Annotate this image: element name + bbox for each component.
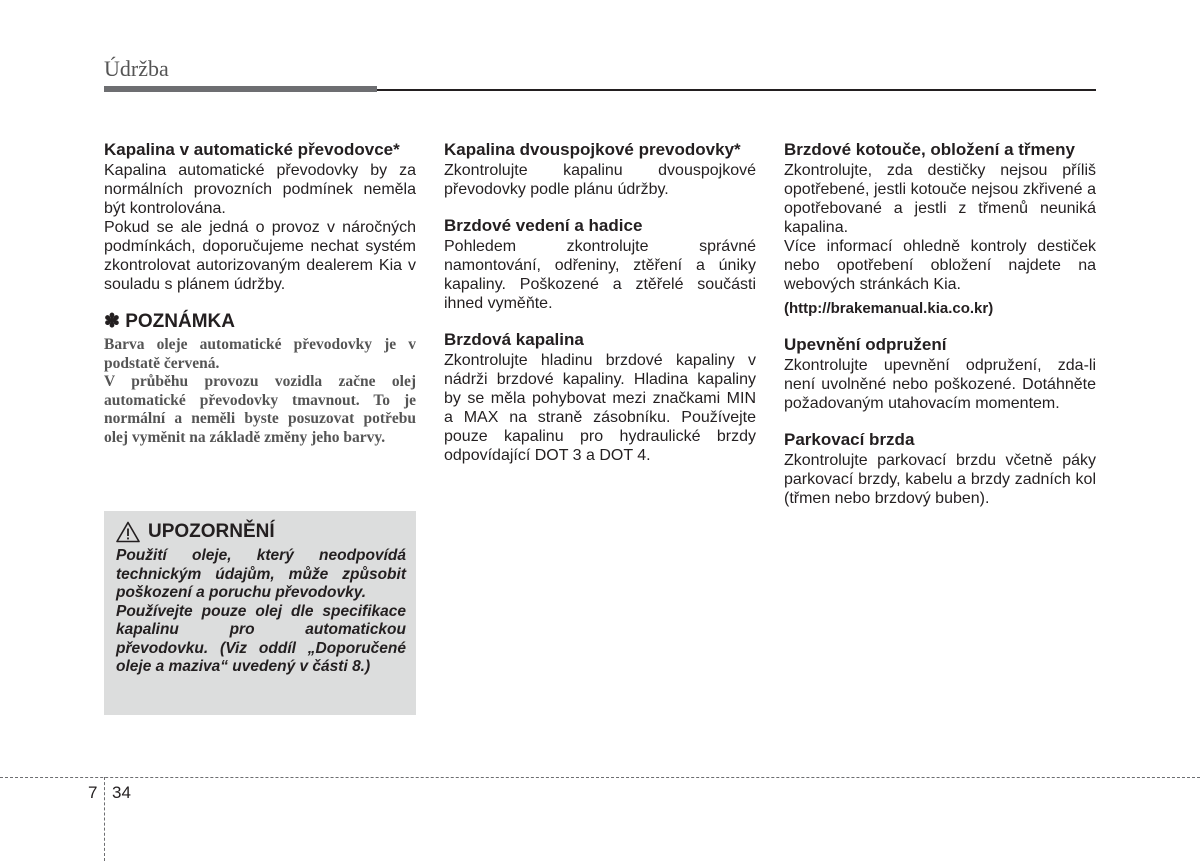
section-title-suspension: Upevnění odpružení (784, 335, 947, 354)
footer-dashed-rule (0, 777, 1200, 778)
warning-box (104, 511, 416, 715)
header-rule-thick (104, 86, 377, 92)
brake-manual-url: (http://brakemanual.kia.co.kr) (784, 300, 994, 317)
page-header-title: Údržba (104, 56, 169, 81)
section-text: Zkontrolujte kapalinu dvouspojkové převodovky podle plánu údržby. (444, 162, 756, 198)
section-text: Pohledem zkontrolujte správné namontování, odřeniny, ztěření a úniky kapaliny. Poškozené a ztěřelé součásti ihned vyměňte. (444, 238, 756, 312)
section-text: Více informací ohledně kontroly destiček nebo opotřebení obložení najdete na webových stránkách Kia. (784, 238, 1096, 293)
warning-text: Použití oleje, který neodpovídá technickým údajům, může způsobit poškození a poruchu převodovky. (116, 547, 406, 601)
section-title-brake-lines: Brzdové vedení a hadice (444, 216, 643, 235)
footer-dashed-divider (104, 777, 105, 861)
section-title-atf: Kapalina v automatické převodovce* (104, 140, 400, 159)
section-text: Kapalina automatické převodovky by za normálních provozních podmínek neměla být kontrolována. (104, 162, 416, 217)
page-number: 34 (112, 783, 131, 802)
note-title: ✽ POZNÁMKA (104, 311, 235, 332)
warning-text: Používejte pouze olej dle specifikace kapalinu pro automatickou převodovku. (Viz oddíl „Doporučené oleje a maziva“ uvedený v části 8.) (116, 602, 406, 675)
section-text: Zkontrolujte hladinu brzdové kapaliny v nádrži brzdové kapaliny. Hladina kapaliny by se měla pohybovat mezi značkami MIN a MAX na straně zásobníku. Používejte pouze kapalinu pro hydraulické brzdy odpovídající DOT 3 a DOT 4. (444, 352, 756, 464)
chapter-number: 7 (88, 783, 98, 802)
section-title-brake-fluid: Brzdová kapalina (444, 330, 584, 349)
section-title-brake-discs: Brzdové kotouče, obložení a třmeny (784, 140, 1075, 159)
section-title-dct: Kapalina dvouspojkové prevodovky* (444, 140, 741, 159)
column-1 (104, 140, 416, 447)
section-text: Zkontrolujte upevnění odpružení, zda-li není uvolněné nebo poškozené. Dotáhněte požadovaným utahovacím momentem. (784, 357, 1096, 412)
section-text: Zkontrolujte parkovací brzdu včetně páky parkovací brzdy, kabelu a brzdy zadních kol (třmen nebo brzdový buben). (784, 452, 1096, 507)
column-3 (784, 140, 1096, 508)
section-title-parking-brake: Parkovací brzda (784, 430, 915, 449)
warning-title: UPOZORNĚNÍ (148, 521, 275, 542)
column-2 (444, 140, 756, 465)
note-text: Barva oleje automatické převodovky je v podstatě červená. (104, 336, 416, 372)
header-rule-thin (377, 89, 1096, 91)
note-text: V průběhu provozu vozidla začne olej automatické převodovky tmavnout. To je normální a neměli byste posuzovat potřebu olej vyměnit na základě změny jeho barvy. (104, 373, 416, 446)
warning-triangle-icon (116, 521, 140, 543)
section-text: Zkontrolujte, zda destičky nejsou příliš opotřebené, jestli kotouče nejsou zkřivené a opotřebované a jestli z třmenů neuniká kapalina. (784, 162, 1096, 236)
section-text: Pokud se ale jedná o provoz v náročných podmínkách, doporučujeme nechat systém zkontrolovat autorizovaným dealerem Kia v souladu s plánem údržby. (104, 219, 416, 293)
